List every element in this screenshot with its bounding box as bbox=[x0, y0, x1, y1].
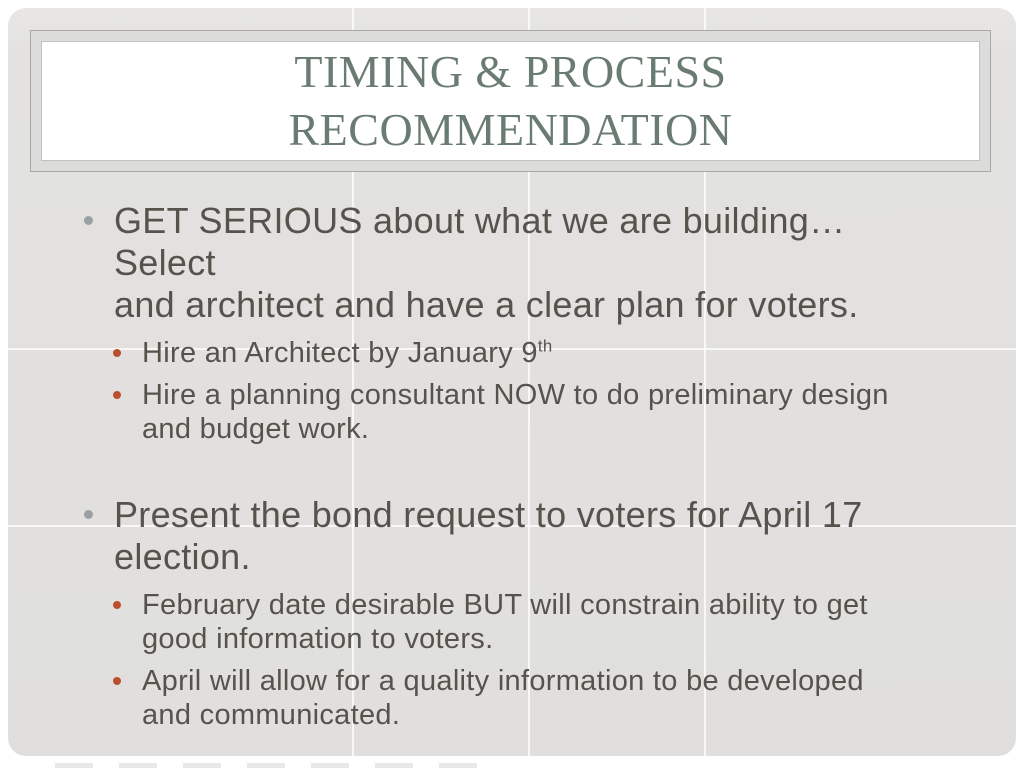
title-box-inner bbox=[41, 41, 980, 161]
bullet-item bbox=[84, 200, 954, 326]
slide-title-line-2: RECOMMENDATION bbox=[288, 104, 733, 155]
sub-bullet-marker-icon bbox=[113, 391, 121, 399]
sub-bullet-text: February date desirable BUT will constrain ability to get good information to voters. bbox=[142, 589, 868, 655]
sub-bullet-text-main: Hire an Architect by January 9 bbox=[142, 337, 538, 369]
title-box bbox=[30, 30, 991, 172]
slide-body bbox=[84, 200, 954, 740]
sub-bullet-item bbox=[113, 588, 954, 656]
bullet-text: Present the bond request to voters for April 17 election. bbox=[114, 494, 863, 577]
bullet-marker-icon bbox=[84, 216, 93, 225]
slide bbox=[8, 8, 1016, 756]
ordinal-suffix: th bbox=[537, 336, 553, 356]
sub-bullet-marker-icon bbox=[113, 601, 121, 609]
sub-bullet-item bbox=[113, 664, 954, 732]
sub-bullet-text: Hire a planning consultant NOW to do preliminary design and budget work. bbox=[142, 379, 889, 445]
sub-bullet-item bbox=[113, 336, 954, 370]
cut-off-content-strip bbox=[55, 763, 485, 768]
sub-bullet-text: April will allow for a quality information to be developed and communicated. bbox=[142, 665, 864, 731]
sub-bullet-text bbox=[142, 336, 552, 370]
sub-bullet-list bbox=[113, 336, 954, 446]
bullet-marker-icon bbox=[84, 510, 93, 519]
sub-bullet-marker-icon bbox=[113, 349, 121, 357]
bullet-text: GET SERIOUS about what we are building… Select and architect and have a clear plan for voters. bbox=[114, 200, 859, 325]
slide-title-line-1: TIMING & PROCESS bbox=[294, 46, 727, 97]
bullet-item bbox=[84, 494, 954, 578]
sub-bullet-list bbox=[113, 588, 954, 732]
sub-bullet-item bbox=[113, 378, 954, 446]
sub-bullet-marker-icon bbox=[113, 677, 121, 685]
